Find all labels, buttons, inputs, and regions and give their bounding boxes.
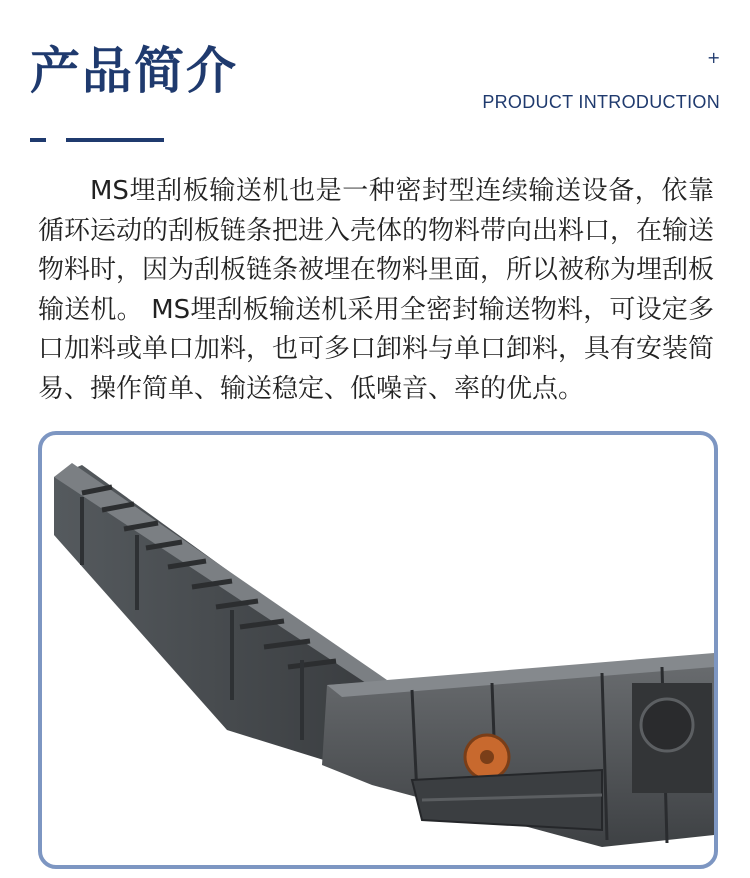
scraper-conveyor-image [42,435,714,865]
drive-sprocket [641,699,693,751]
title-divider-short [30,138,46,142]
page-title: 产品简介 [30,42,238,100]
title-divider-long [66,138,164,142]
page-subtitle: PRODUCT INTRODUCTION [482,92,720,112]
plus-icon: + [707,48,721,67]
bearing-hub [480,750,494,764]
intro-paragraph: MS埋刮板输送机也是一种密封型连续输送设备，依靠循环运动的刮板链条把进入壳体的物料带向出料口，在输送物料时，因为刮板链条被埋在物料里面，所以被称为埋刮板输送机。 MS埋刮板输送机采用全密封输送物料，可设定多口加料或单口加料，也可多口卸料与单口卸料，具有安装简易、操作简单、输送稳定、低噪音、率的优点。 [38,176,715,404]
product-photo-frame [38,431,718,869]
